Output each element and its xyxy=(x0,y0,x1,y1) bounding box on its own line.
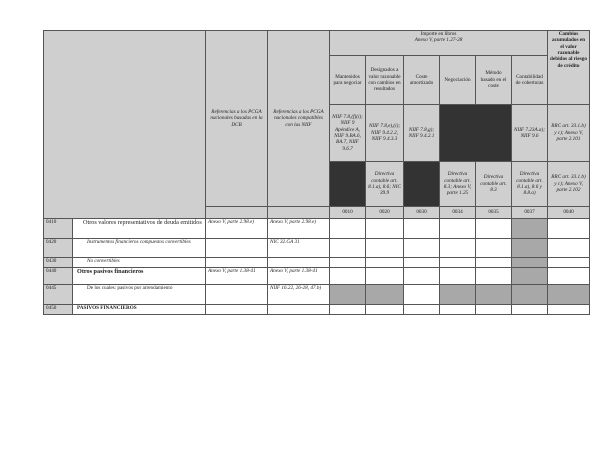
data-cell[interactable] xyxy=(404,305,440,315)
table-row xyxy=(44,219,590,239)
header-ref-niif: Referencias a los PCGA nacionales compatibles con las NIIF xyxy=(268,31,330,207)
row-niif-ref: Anexo V, parte 1.38-41 xyxy=(268,268,330,285)
data-cell[interactable] xyxy=(366,258,404,268)
dcb-ref-0035: Directiva contable art. 8.1.a), 8.6 y 8.8.a) xyxy=(512,162,548,207)
dcb-ref-0037: RRC art. 33.1.b) y c); Anexo V, parte 2.102 xyxy=(548,162,590,207)
financial-liabilities-table xyxy=(43,30,590,315)
row-niif-ref: Anexo V, parte 2.98.e) xyxy=(268,219,330,239)
data-cell-disabled xyxy=(366,285,404,305)
data-cell[interactable] xyxy=(476,219,512,239)
col-coste: Coste amortizado xyxy=(404,56,440,105)
header-importe-sub: Anexo V, parte 1.27-28 xyxy=(414,37,463,44)
data-cell[interactable] xyxy=(440,268,476,285)
col-code-0040: 0040 xyxy=(548,207,590,219)
data-cell[interactable] xyxy=(548,239,590,258)
data-cell-disabled xyxy=(512,219,548,239)
header-ref-dcb: Referencias a los PCGA nacionales basadas en la DCB xyxy=(206,31,268,207)
row-niif-ref: NIC 32.GA 31 xyxy=(268,239,330,258)
row-label: De los cuales: pasivos por arrendamiento xyxy=(73,285,206,305)
row-code: 0440 xyxy=(44,268,73,285)
col-code-0030: 0030 xyxy=(404,207,440,219)
data-cell[interactable] xyxy=(404,258,440,268)
col-metodo: Método basado en el coste xyxy=(476,56,512,105)
dark-cell xyxy=(404,162,440,207)
col-code-0035: 0035 xyxy=(476,207,512,219)
row-code: 0445 xyxy=(44,285,73,305)
data-cell-disabled xyxy=(512,239,548,258)
data-cell-disabled xyxy=(512,258,548,268)
niif-ref-0037: NIIF 7.23A.a); NIIF 9.6 xyxy=(512,105,548,162)
data-cell[interactable] xyxy=(440,219,476,239)
col-code-0010: 0010 xyxy=(330,207,366,219)
table-row xyxy=(44,285,590,305)
data-cell-disabled xyxy=(476,285,512,305)
data-cell[interactable] xyxy=(366,239,404,258)
col-coberturas: Contabilidad de coberturas xyxy=(512,56,548,105)
data-cell[interactable] xyxy=(440,305,476,315)
col-negociacion: Negociación xyxy=(440,56,476,105)
row-niif-ref xyxy=(268,258,330,268)
data-cell-disabled xyxy=(330,285,366,305)
data-cell[interactable] xyxy=(404,239,440,258)
niif-ref-0030: NIIF 7.8,g); NIIF 9.4.2.1 xyxy=(404,105,440,162)
data-cell[interactable] xyxy=(330,219,366,239)
col-mantenidos: Mantenidos para negociar xyxy=(330,56,366,105)
row-label: Instrumentos financieros compuestos convertibles xyxy=(73,239,206,258)
data-cell[interactable] xyxy=(330,258,366,268)
data-cell[interactable] xyxy=(330,268,366,285)
col-code-0034: 0034 xyxy=(440,207,476,219)
data-cell-disabled xyxy=(440,285,476,305)
row-label: PASIVOS FINANCIEROS xyxy=(73,305,206,315)
data-cell[interactable] xyxy=(548,305,590,315)
data-cell-disabled xyxy=(512,285,548,305)
data-cell-disabled xyxy=(512,268,548,285)
row-code: 0450 xyxy=(44,305,73,315)
data-cell[interactable] xyxy=(476,305,512,315)
dcb-ref-0020: Directiva contable art. 8.1.a), 8.6; NIC 39.9 xyxy=(366,162,404,207)
table-row xyxy=(44,239,590,258)
data-cell[interactable] xyxy=(548,219,590,239)
row-dcb-ref xyxy=(206,239,268,258)
col-code-0020: 0020 xyxy=(366,207,404,219)
codes-blank xyxy=(206,207,268,219)
row-niif-ref xyxy=(268,305,330,315)
row-dcb-ref: Anexo V, parte 2.98.e) xyxy=(206,219,268,239)
data-cell[interactable] xyxy=(440,258,476,268)
niif-ref-0040: RRC art. 33.1.b) y c); Anexo V, parte 2.101 xyxy=(548,105,590,162)
header-importe-title: Importe en libros xyxy=(420,31,457,37)
data-cell[interactable] xyxy=(476,258,512,268)
row-label: Otros pasivos financieros xyxy=(73,268,206,285)
table-row xyxy=(44,258,590,268)
row-label: No convertibles xyxy=(73,258,206,268)
table-row xyxy=(44,305,590,315)
data-cell[interactable] xyxy=(404,268,440,285)
data-cell-disabled xyxy=(548,285,590,305)
data-cell[interactable] xyxy=(476,268,512,285)
col-code-0037: 0037 xyxy=(512,207,548,219)
data-cell[interactable] xyxy=(330,305,366,315)
header-blank xyxy=(44,31,206,219)
data-cell[interactable] xyxy=(548,268,590,285)
row-dcb-ref xyxy=(206,258,268,268)
header-importe xyxy=(330,31,548,56)
codes-blank xyxy=(268,207,330,219)
dark-cell xyxy=(330,162,366,207)
table-row xyxy=(44,268,590,285)
data-cell[interactable] xyxy=(512,305,548,315)
data-cell[interactable] xyxy=(440,239,476,258)
row-label: Otros valores representativos de deuda emitidos xyxy=(73,219,206,239)
data-cell[interactable] xyxy=(330,239,366,258)
data-cell[interactable] xyxy=(366,219,404,239)
data-cell[interactable] xyxy=(366,305,404,315)
header-cambios: Cambios acumulados en el valor razonable debidos al riesgo de crédito xyxy=(548,31,590,105)
data-cell[interactable] xyxy=(548,258,590,268)
col-designados: Designados a valor razonable con cambios en resultados xyxy=(366,56,404,105)
niif-ref-0010: NIIF 7.8,(f)(i); NIIF 9 Apéndice A, NIIF 9.BA.6, BA.7, NIIF 9.6.7 xyxy=(330,105,366,162)
row-code: 0410 xyxy=(44,219,73,239)
data-cell[interactable] xyxy=(476,239,512,258)
row-code: 0430 xyxy=(44,258,73,268)
row-niif-ref: NIIF 16.22, 26-28, 47.b) xyxy=(268,285,330,305)
data-cell[interactable] xyxy=(366,268,404,285)
data-cell[interactable] xyxy=(404,285,440,305)
row-dcb-ref: Anexo V, parte 1.38-41 xyxy=(206,268,268,285)
dcb-ref-0034: Directiva contable art. 8.3 xyxy=(476,162,512,207)
dcb-ref-0030: Directiva contable art. 8.3; Anexo V, parte 1.25 xyxy=(440,162,476,207)
row-dcb-ref xyxy=(206,305,268,315)
row-code: 0420 xyxy=(44,239,73,258)
niif-ref-0020: NIIF 7.8,e),(i); NIIF 9.4.2.2, NIIF 9.4.3.3 xyxy=(366,105,404,162)
row-dcb-ref xyxy=(206,285,268,305)
data-cell[interactable] xyxy=(404,219,440,239)
dark-cell xyxy=(440,105,512,162)
